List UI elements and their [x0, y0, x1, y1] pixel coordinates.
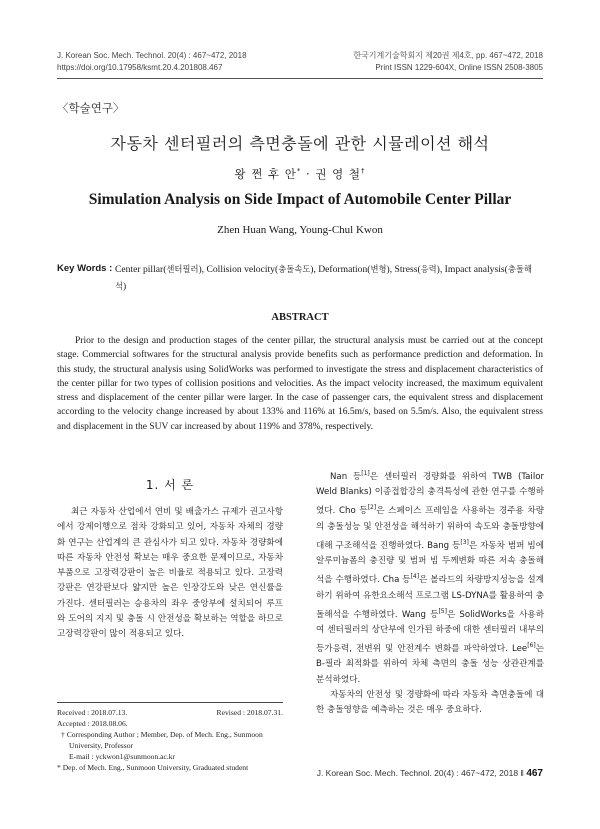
- header-divider: [57, 78, 543, 79]
- abstract-body: Prior to the design and production stages of the center pillar, the structural analysis must be carried out at the concept stage. Commercial softwares for the structural analysis provide benefits such as performance prediction and deformation. In this study, the structural analysis using SolidWorks was performed to investigate the stress and displacement characteristics of the center pillar for two types of collision positions and velocities. As the impact velocity increased, the maximum equivalent stress and displacement of the center pillar were larger. In the case of passenger cars, the equivalent stress and displacement according to the velocity change increased by about 133% and 116% at 16.5m/s, based on 5.5m/s. Also, the equivalent stress and displacement in the SUV car increased by about 119% and 378%, respectively.: [57, 336, 543, 432]
- doi-link[interactable]: https://doi.org/10.17958/ksmt.20.4.201808.467: [57, 63, 223, 72]
- journal-citation: J. Korean Soc. Mech. Technol. 20(4) : 467~472, 2018: [57, 51, 247, 60]
- accepted-date: Accepted : 2018.08.06.: [57, 719, 128, 728]
- keywords: [57, 261, 543, 295]
- citation-ref[interactable]: [1]: [361, 470, 370, 477]
- author-1-mark: *: [296, 167, 302, 176]
- received-date: Received : 2018.07.13. Revised : 2018.07.31.: [57, 708, 283, 717]
- header-right: [353, 50, 543, 74]
- running-header: [57, 50, 543, 76]
- issn: Print ISSN 1229-604X, Online ISSN 2508-3805: [375, 63, 543, 72]
- keyword: Deformation(변형),: [318, 264, 395, 275]
- authors-english: Zhen Huan Wang, Young-Chul Kwon: [217, 224, 383, 236]
- keyword: Stress(응력),: [394, 264, 445, 275]
- citation-ref[interactable]: [4]: [410, 573, 420, 581]
- author-1: 왕 쩐 후 안: [234, 167, 297, 181]
- footnote-divider: [57, 702, 283, 703]
- keyword: Center pillar(센터필러),: [115, 264, 207, 275]
- section-tag: 〈학술연구〉: [57, 101, 125, 115]
- keywords-list: [115, 261, 543, 295]
- citation-ref[interactable]: [2]: [367, 504, 377, 512]
- author-email[interactable]: E-mail : yckwon1@sunmoon.ac.kr: [69, 752, 176, 761]
- affiliation-note: * Dep. of Mech. Eng., Sunmoon University, Graduated student: [57, 763, 249, 772]
- intro-paragraph: 최근 자동차 산업에서 연비 및 배출가스 규제가 권고사항에서 강제이행으로 점차 강화되고 있어, 자동차 자체의 경량화 연구는 산업계의 큰 관심사가 되고 있다. 자동차 경량화에 따른 자동차 안전성 확보는 매우 중요한 문제이므로, 자동차 부품으로 고장력강판이 높은 비율로 적용되고 있다. 고장력강판은 연강판보다 얇지만 높은 인장강도와 낮은 연신률을 가진다. 센터필러는 승용차의 좌우 중앙부에 설치되어 루프와 도어의 지지 및 충돌 시 안전성을 확보하는 역할을 하므로 고장력강판이 많이 적용되고 있다.: [57, 507, 283, 640]
- footnotes: [57, 707, 283, 773]
- motivation-paragraph: 자동차의 안전성 및 경량화에 따라 자동차 측면충돌에 대한 충돌영향을 예측하는 것은 매우 중요하다.: [316, 690, 544, 716]
- literature-review-paragraph: Nan 등[1]은 센터필러 경량화를 위하여 TWB (Tailor Weld Blanks) 이종접합강의 충격특성에 관한 연구를 수행하였다. Cho 등[2]은 스페이스 프레임을 사용하는 경주용 차량의 충돌성능 및 안전성을 해석하기 위하여 속도와 충돌방향에 대해 구조해석을 진행하였다. Bang 등[3]은 자동차 범퍼 빔에 알루미늄폼의 충진량 및 범퍼 빔 두께변화 따른 저속 충돌해석을 수행하였다. Cha 등[4]은 볼라드의 차량방지성능을 설계하기 위하여 유한요소해석 프로그램 LS-DYNA를 활용하여 충돌해석을 수행하였다. Wang 등[5]은 SolidWorks을 사용하여 센터필러의 상단부에 인가된 하중에 대한 센터필러 내부의 등가응력, 전변위 및 안전계수 변화를 파악하였다. Lee[6]는 B-필라 최적화를 위하여 차체 측면의 충돌 성능 상관관계를 분석하였다.: [316, 470, 545, 685]
- corresponding-author: † Corresponding Author ; Member, Dep. of Mech. Eng., Sunmoon University, Professor: [61, 730, 263, 750]
- abstract-heading: ABSTRACT: [271, 312, 329, 323]
- header-left: [57, 50, 247, 74]
- citation-ref[interactable]: [3]: [460, 538, 469, 546]
- keyword: Impact analysis(충돌해석): [115, 264, 532, 292]
- author-2-mark: †: [361, 167, 366, 176]
- citation-ref[interactable]: [5]: [438, 607, 447, 615]
- authors-korean: [0, 166, 600, 182]
- footer-journal: J. Korean Soc. Mech. Technol. 20(4) : 467~472, 2018 ‖: [316, 768, 527, 778]
- author-separator: ·: [301, 167, 316, 181]
- revised-date: Revised : 2018.07.31.: [216, 708, 283, 717]
- citation-ref[interactable]: [6]: [527, 642, 536, 650]
- keyword: Collision velocity(충돌속도),: [206, 264, 319, 275]
- column-left: [57, 466, 283, 643]
- section-heading-intro: 1. 서 론: [145, 478, 195, 492]
- keywords-label: Key Words :: [57, 263, 113, 274]
- paper-title-korean: 자동차 센터필러의 측면충돌에 관한 시뮬레이션 해석: [110, 134, 490, 153]
- journal-citation-ko: 한국기계기술학회지 제20권 제4호, pp. 467~472, 2018: [353, 51, 543, 60]
- page-footer: [317, 768, 543, 779]
- paper-title-english: Simulation Analysis on Side Impact of Automobile Center Pillar: [88, 191, 512, 208]
- column-right: [316, 466, 544, 719]
- page-number: 467: [526, 768, 543, 779]
- author-2: 권 영 철: [315, 167, 361, 181]
